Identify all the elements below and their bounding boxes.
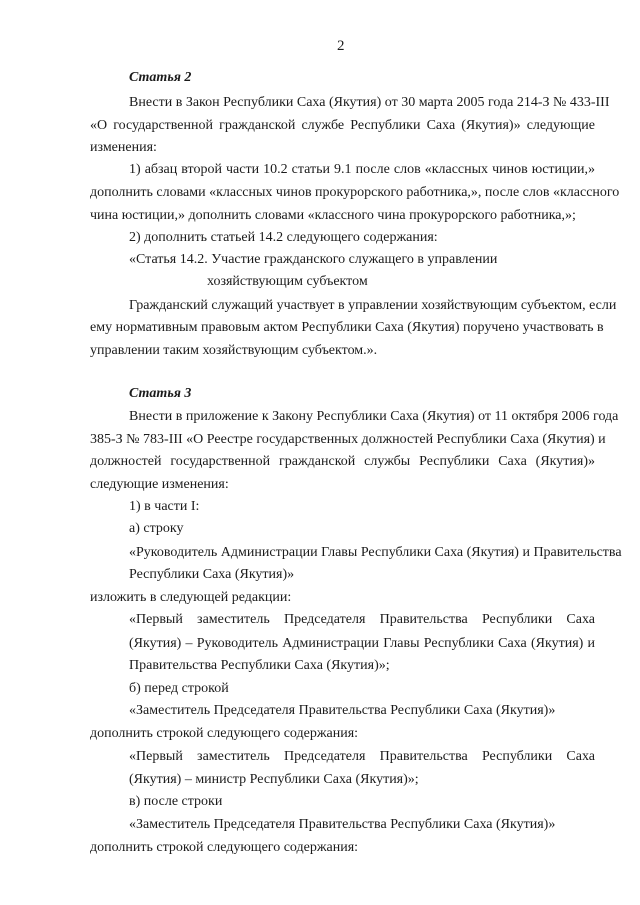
article-3-line: «Заместитель Председателя Правительства Республики Саха (Якутия)»: [129, 703, 556, 718]
article-3-line: дополнить строкой следующего содержания:: [90, 726, 359, 741]
article-2-line: 2) дополнить статьей 14.2 следующего содержания:: [129, 230, 438, 245]
article-2-line: «Статья 14.2. Участие гражданского служащего в управлении: [129, 252, 498, 267]
article-3-line: 1) в части I:: [129, 499, 200, 514]
article-2-line: Внести в Закон Республики Саха (Якутия) от 30 марта 2005 года 214-З № 433-III: [129, 95, 610, 110]
article-2-line: дополнить словами «классных чинов прокурорского работника,», после слов «классного: [90, 185, 620, 200]
article-2-line: Гражданский служащий участвует в управлении хозяйствующим субъектом, если: [129, 298, 617, 313]
article-3-line: Правительства Республики Саха (Якутия)»;: [129, 658, 390, 673]
article-2-line: изменения:: [90, 140, 157, 155]
article-3-line: Внести в приложение к Закону Республики Саха (Якутия) от 11 октября 2006 года: [129, 409, 619, 424]
article-3-line: 385-З № 783-III «О Реестре государственных должностей Республики Саха (Якутия) и: [90, 432, 606, 447]
article-3-line: должностей государственной гражданской службы Республики Саха (Якутия)»: [90, 454, 595, 469]
article-3-line: изложить в следующей редакции:: [90, 590, 292, 605]
article-3-line: «Первый заместитель Председателя Правительства Республики Саха: [129, 749, 595, 764]
article-2-line: «О государственной гражданской службе Республики Саха (Якутия)» следующие: [90, 118, 595, 133]
article-3-line: следующие изменения:: [90, 477, 229, 492]
article-2-line: управлении таким хозяйствующим субъектом.».: [90, 343, 378, 358]
page-number: 2: [337, 38, 345, 54]
article-2-line: 1) абзац второй части 10.2 статьи 9.1 после слов «классных чинов юстиции,»: [129, 162, 595, 177]
article-3-line: а) строку: [129, 521, 184, 536]
article-3-line: «Заместитель Председателя Правительства Республики Саха (Якутия)»: [129, 817, 556, 832]
article-3-line: (Якутия) – министр Республики Саха (Якутия)»;: [129, 772, 419, 787]
article-3-line: «Руководитель Администрации Главы Республики Саха (Якутия) и Правительства: [129, 545, 622, 560]
article-3-line: б) перед строкой: [129, 681, 229, 696]
article-3-line: дополнить строкой следующего содержания:: [90, 840, 359, 855]
article-2-line: ему нормативным правовым актом Республики Саха (Якутия) поручено участвовать в: [90, 320, 604, 335]
article-3-heading: Статья 3: [129, 386, 192, 401]
article-3-line: «Первый заместитель Председателя Правительства Республики Саха: [129, 612, 595, 627]
article-3-line: Республики Саха (Якутия)»: [129, 567, 295, 582]
article-3-line: (Якутия) – Руководитель Администрации Главы Республики Саха (Якутия) и: [129, 636, 595, 651]
article-3-line: в) после строки: [129, 794, 223, 809]
article-2-heading: Статья 2: [129, 70, 192, 85]
article-2-line: хозяйствующим субъектом: [207, 274, 368, 289]
article-2-line: чина юстиции,» дополнить словами «классного чина прокурорского работника,»;: [90, 208, 576, 223]
